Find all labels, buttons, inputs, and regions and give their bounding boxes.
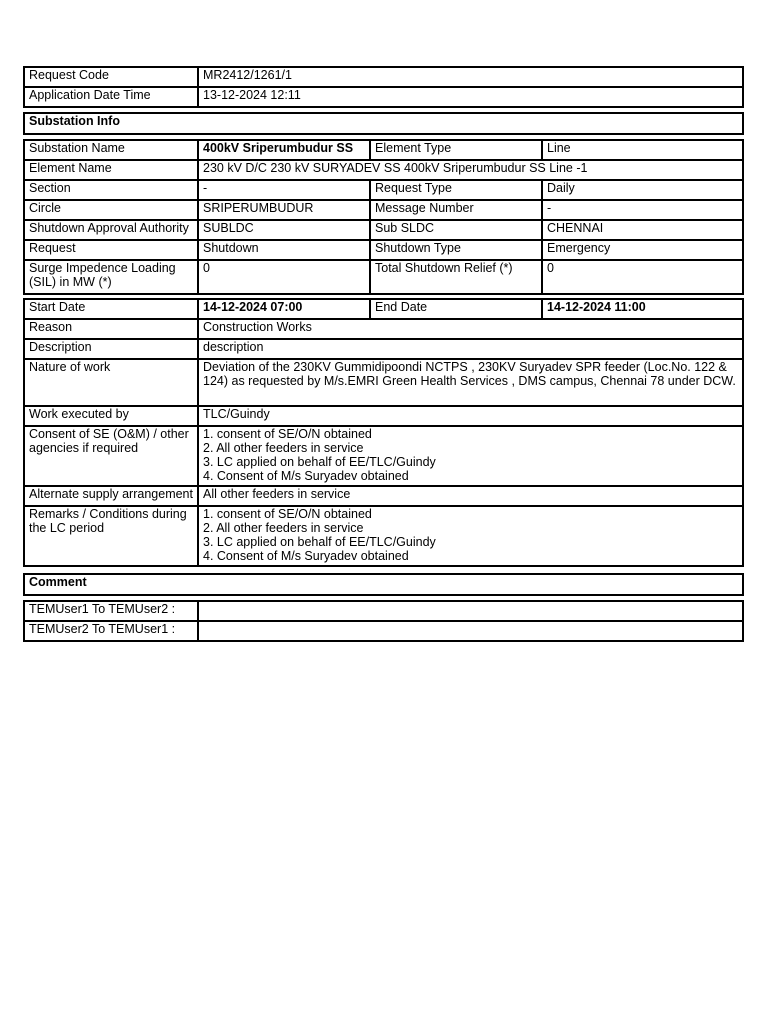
request-code-value: MR2412/1261/1 bbox=[198, 67, 743, 87]
user1-to-user2-value bbox=[198, 601, 743, 621]
reason-value: Construction Works bbox=[198, 319, 743, 339]
alternate-supply-label: Alternate supply arrangement bbox=[24, 486, 198, 506]
user2-to-user1-value bbox=[198, 621, 743, 641]
executed-by-label: Work executed by bbox=[24, 406, 198, 426]
section-label: Section bbox=[24, 180, 198, 200]
substation-name-label: Substation Name bbox=[24, 140, 198, 160]
application-datetime-value: 13-12-2024 12:11 bbox=[198, 87, 743, 107]
remarks-label: Remarks / Conditions during the LC period bbox=[24, 506, 198, 566]
substation-info-heading-table bbox=[23, 112, 744, 135]
request-header-table bbox=[23, 66, 744, 108]
consent-label: Consent of SE (O&M) / other agencies if required bbox=[24, 426, 198, 486]
comment-heading-table bbox=[23, 573, 744, 596]
end-date-value: 14-12-2024 11:00 bbox=[542, 299, 743, 319]
substation-info-heading: Substation Info bbox=[24, 113, 743, 134]
sil-value: 0 bbox=[198, 260, 370, 294]
nature-of-work-value: Deviation of the 230KV Gummidipoondi NCTPS , 230KV Suryadev SPR feeder (Loc.No. 122 & 124) as requested by M/s.EMRI Green Health Services , DMS campus, Chennai 78 under DCW. bbox=[198, 359, 743, 406]
request-label: Request bbox=[24, 240, 198, 260]
reason-label: Reason bbox=[24, 319, 198, 339]
sub-sldc-label: Sub SLDC bbox=[370, 220, 542, 240]
total-relief-value: 0 bbox=[542, 260, 743, 294]
sil-label: Surge Impedence Loading (SIL) in MW (*) bbox=[24, 260, 198, 294]
nature-of-work-label: Nature of work bbox=[24, 359, 198, 406]
message-number-label: Message Number bbox=[370, 200, 542, 220]
comment-heading: Comment bbox=[24, 574, 743, 595]
circle-value: SRIPERUMBUDUR bbox=[198, 200, 370, 220]
substation-info-table bbox=[23, 139, 744, 295]
comment-table bbox=[23, 600, 744, 642]
request-type-value: Daily bbox=[542, 180, 743, 200]
element-name-label: Element Name bbox=[24, 160, 198, 180]
element-type-label: Element Type bbox=[370, 140, 542, 160]
start-date-label: Start Date bbox=[24, 299, 198, 319]
request-code-label: Request Code bbox=[24, 67, 198, 87]
description-value: description bbox=[198, 339, 743, 359]
total-relief-label: Total Shutdown Relief (*) bbox=[370, 260, 542, 294]
approval-authority-label: Shutdown Approval Authority bbox=[24, 220, 198, 240]
start-date-value: 14-12-2024 07:00 bbox=[198, 299, 370, 319]
shutdown-type-value: Emergency bbox=[542, 240, 743, 260]
request-value: Shutdown bbox=[198, 240, 370, 260]
end-date-label: End Date bbox=[370, 299, 542, 319]
request-type-label: Request Type bbox=[370, 180, 542, 200]
element-name-value: 230 kV D/C 230 kV SURYADEV SS 400kV Sriperumbudur SS Line -1 bbox=[198, 160, 743, 180]
sub-sldc-value: CHENNAI bbox=[542, 220, 743, 240]
shutdown-type-label: Shutdown Type bbox=[370, 240, 542, 260]
circle-label: Circle bbox=[24, 200, 198, 220]
approval-authority-value: SUBLDC bbox=[198, 220, 370, 240]
application-datetime-label: Application Date Time bbox=[24, 87, 198, 107]
consent-value: 1. consent of SE/O/N obtained 2. All other feeders in service 3. LC applied on behalf of EE/TLC/Guindy 4. Consent of M/s Suryadev obtained bbox=[198, 426, 743, 486]
section-value: - bbox=[198, 180, 370, 200]
element-type-value: Line bbox=[542, 140, 743, 160]
substation-name-value: 400kV Sriperumbudur SS bbox=[198, 140, 370, 160]
message-number-value: - bbox=[542, 200, 743, 220]
executed-by-value: TLC/Guindy bbox=[198, 406, 743, 426]
remarks-value: 1. consent of SE/O/N obtained 2. All other feeders in service 3. LC applied on behalf of EE/TLC/Guindy 4. Consent of M/s Suryadev obtained bbox=[198, 506, 743, 566]
request-details-table bbox=[23, 298, 744, 567]
alternate-supply-value: All other feeders in service bbox=[198, 486, 743, 506]
user1-to-user2-label: TEMUser1 To TEMUser2 : bbox=[24, 601, 198, 621]
description-label: Description bbox=[24, 339, 198, 359]
user2-to-user1-label: TEMUser2 To TEMUser1 : bbox=[24, 621, 198, 641]
